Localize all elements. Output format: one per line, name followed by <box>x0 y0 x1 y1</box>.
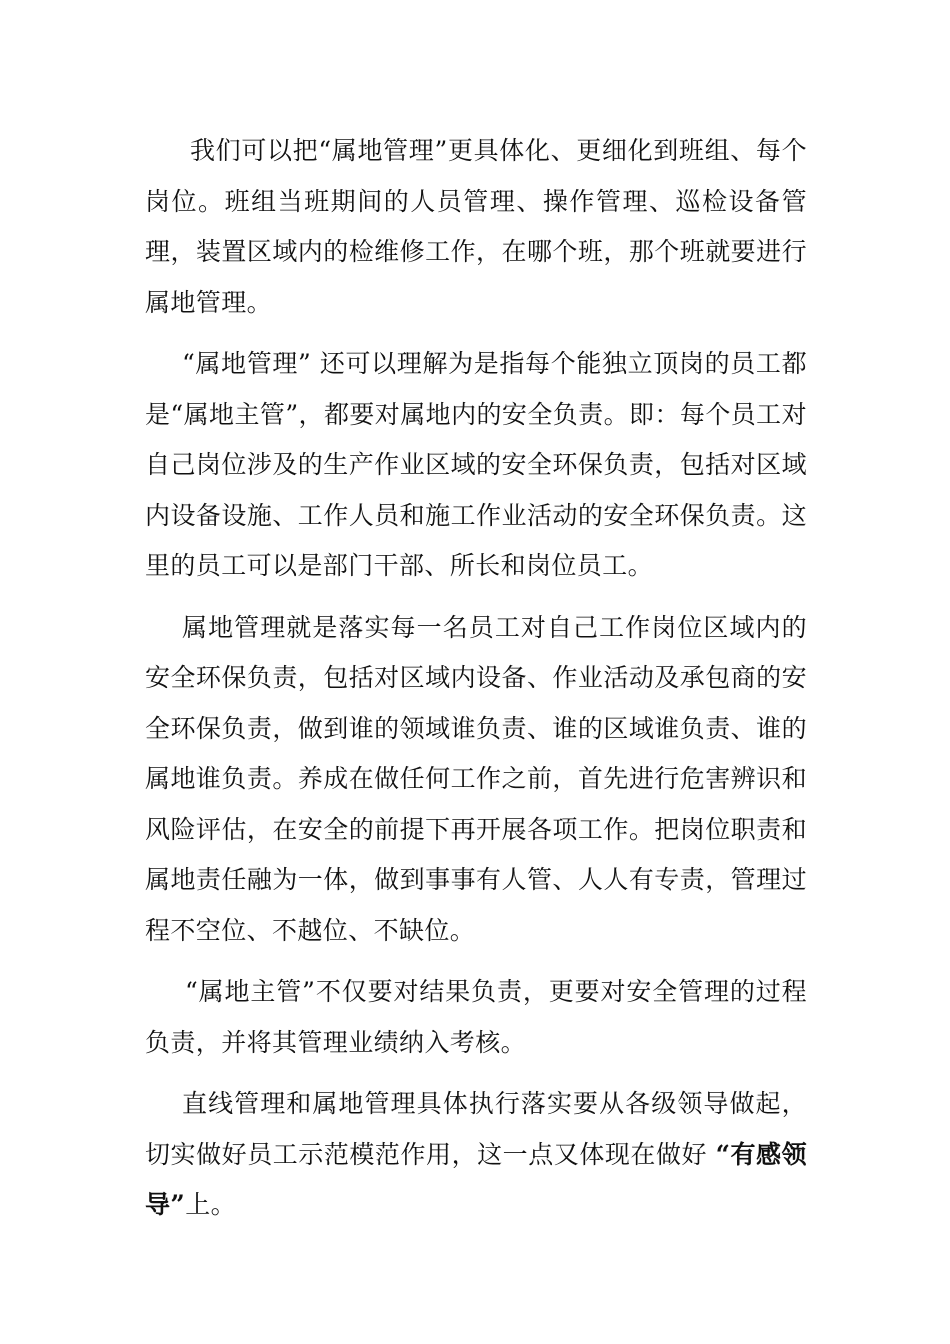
paragraph-2 <box>145 339 807 592</box>
paragraph-3 <box>145 603 807 957</box>
paragraph-5 <box>145 1079 807 1231</box>
paragraph-3-text: 属地管理就是落实每一名员工对自己工作岗位区域内的安全环保负责，包括对区域内设备、作业活动及承包商的安全环保负责，做到谁的领域谁负责、谁的区域谁负责、谁的属地谁负责。养成在做任何工作之前，首先进行危害辨识和风险评估，在安全的前提下再开展各项工作。把岗位职责和属地责任融为一体，做到事事有人管、人人有专责，管理过程不空位、不越位、不缺位。 <box>145 612 807 945</box>
paragraph-4-text: “属地主管”不仅要对结果负责，更要对安全管理的过程负责，并将其管理业绩纳入考核。 <box>145 977 807 1057</box>
paragraph-5-text-before: 直线管理和属地管理具体执行落实要从各级领导做起，切实做好员工示范模范作用，这一点又体现在做好 <box>145 1089 807 1169</box>
paragraph-1 <box>145 126 807 328</box>
paragraph-5-text-after: 上。 <box>185 1190 236 1219</box>
paragraph-4 <box>145 967 807 1068</box>
document-body <box>145 126 807 1242</box>
paragraph-2-text: “属地管理” 还可以理解为是指每个能独立顶岗的员工都是“属地主管”，都要对属地内的安全负责。即：每个员工对自己岗位涉及的生产作业区域的安全环保负责，包括对区域内设备设施、工作人员和施工作业活动的安全环保负责。这里的员工可以是部门干部、所长和岗位员工。 <box>145 349 807 580</box>
paragraph-5-bold-phrase: “有感领导” <box>145 1139 808 1219</box>
paragraph-1-text: 我们可以把“属地管理”更具体化、更细化到班组、每个岗位。班组当班期间的人员管理、操作管理、巡检设备管理，装置区域内的检维修工作，在哪个班，那个班就要进行属地管理。 <box>145 136 807 317</box>
